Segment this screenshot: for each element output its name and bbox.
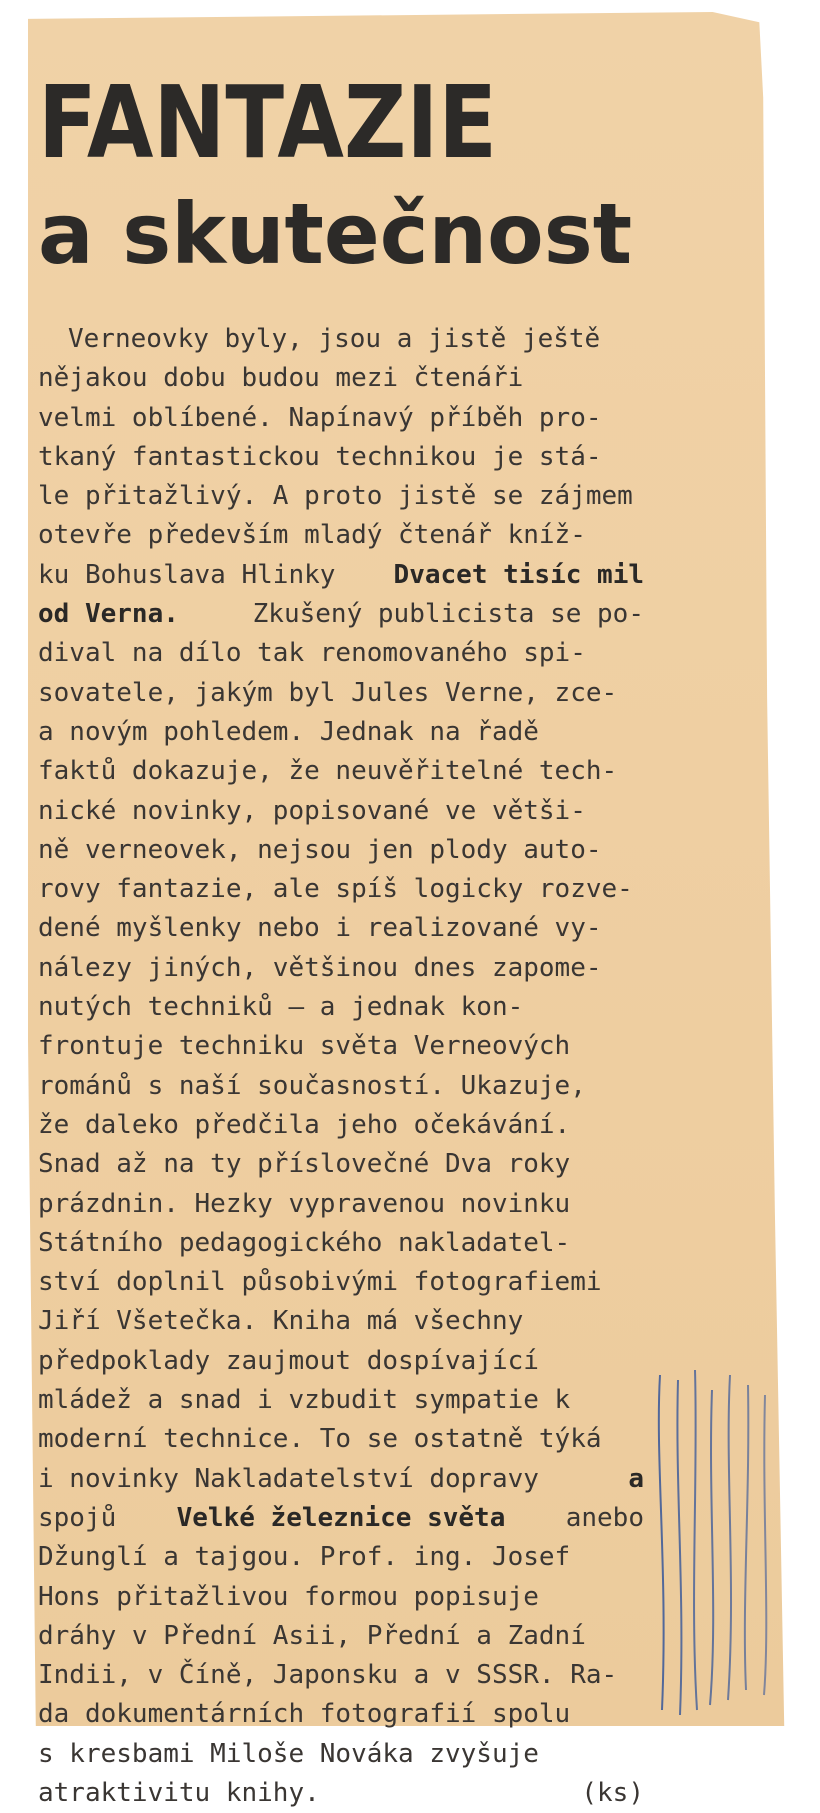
article-line: Verneovky byly, jsou a jistě ještě bbox=[68, 324, 601, 354]
article-line: Indii, v Číně, Japonsku a v SSSR. Ra- bbox=[38, 1660, 618, 1691]
article-line: dráhy v Přední Asii, Přední a Zadní bbox=[38, 1620, 586, 1651]
article-line: od Verna. Zkušený publicista se po- bbox=[38, 595, 644, 634]
article-line: předpoklady zaujmout dospívající bbox=[38, 1345, 539, 1376]
article-line: nálezy jiných, většinou dnes zapome- bbox=[38, 952, 602, 983]
article-line: Jiří Všetečka. Kniha má všechny bbox=[38, 1306, 524, 1337]
article-line: Snad až na ty příslovečné Dva roky bbox=[38, 1149, 571, 1180]
article-line: nějakou dobu budou mezi čtenáři bbox=[38, 363, 524, 394]
article-line: ně verneovek, nejsou jen plody auto- bbox=[38, 834, 602, 865]
headline-line-1: FANTAZIE bbox=[38, 64, 498, 181]
article-line: ku Bohuslava Hlinky Dvacet tisíc mil bbox=[38, 556, 644, 595]
article-line: ství doplnil působivými fotografiemi bbox=[38, 1267, 602, 1298]
headline-line-2: a skutečnost bbox=[38, 185, 633, 283]
book-title-2: Velké železnice světa bbox=[176, 1502, 506, 1533]
article-line: sovatele, jakým byl Jules Verne, zce- bbox=[38, 677, 618, 708]
article-line: prázdnin. Hezky vypravenou novinku bbox=[38, 1188, 571, 1219]
article-line: že daleko předčila jeho očekávání. bbox=[38, 1109, 571, 1140]
article-line: le přitažlivý. A proto jistě se zájmem bbox=[38, 481, 633, 512]
book-title: Dvacet tisíc mil bbox=[393, 559, 644, 590]
article-line: s kresbami Miloše Nováka zvyšuje bbox=[38, 1738, 539, 1769]
article-line: da dokumentárních fotografií spolu bbox=[38, 1699, 571, 1730]
article-line: otevře především mladý čtenář kníž- bbox=[38, 520, 586, 551]
article-line: moderní technice. To se ostatně týká bbox=[38, 1424, 602, 1455]
article-line: frontuje techniku světa Verneových bbox=[38, 1031, 571, 1062]
book-title-end: od Verna. bbox=[38, 599, 179, 630]
article-line: i novinky Nakladatelství dopravy a bbox=[38, 1463, 644, 1494]
article-line: mládež a snad i vzbudit sympatie k bbox=[38, 1385, 571, 1416]
article-line: spojů Velké železnice světa anebo bbox=[38, 1499, 644, 1538]
article-line: nutých techniků — a jednak kon- bbox=[38, 992, 524, 1023]
article-body bbox=[38, 320, 644, 1813]
article-line: románů s naší současností. Ukazuje, bbox=[38, 1070, 586, 1101]
article-line: nické novinky, popisované ve větši- bbox=[38, 795, 586, 826]
article-line: Státního pedagogického nakladatel- bbox=[38, 1227, 571, 1258]
article-line: atraktivitu knihy. (ks) bbox=[38, 1774, 644, 1813]
article-line: Hons přitažlivou formou popisuje bbox=[38, 1581, 539, 1612]
article-line: dené myšlenky nebo i realizované vy- bbox=[38, 913, 602, 944]
article-line: a novým pohledem. Jednak na řadě bbox=[38, 716, 539, 747]
pen-marks bbox=[650, 1370, 790, 1720]
article-line: rovy fantazie, ale spíš logicky rozve- bbox=[38, 874, 633, 905]
article-line: Džunglí a tajgou. Prof. ing. Josef bbox=[38, 1542, 571, 1573]
article-line: dival na dílo tak renomovaného spi- bbox=[38, 638, 586, 669]
author-signature: (ks) bbox=[581, 1777, 644, 1808]
article-line: tkaný fantastickou technikou je stá- bbox=[38, 441, 602, 472]
article-line: faktů dokazuje, že neuvěřitelné tech- bbox=[38, 756, 618, 787]
article-line: velmi oblíbené. Napínavý příběh pro- bbox=[38, 402, 602, 433]
